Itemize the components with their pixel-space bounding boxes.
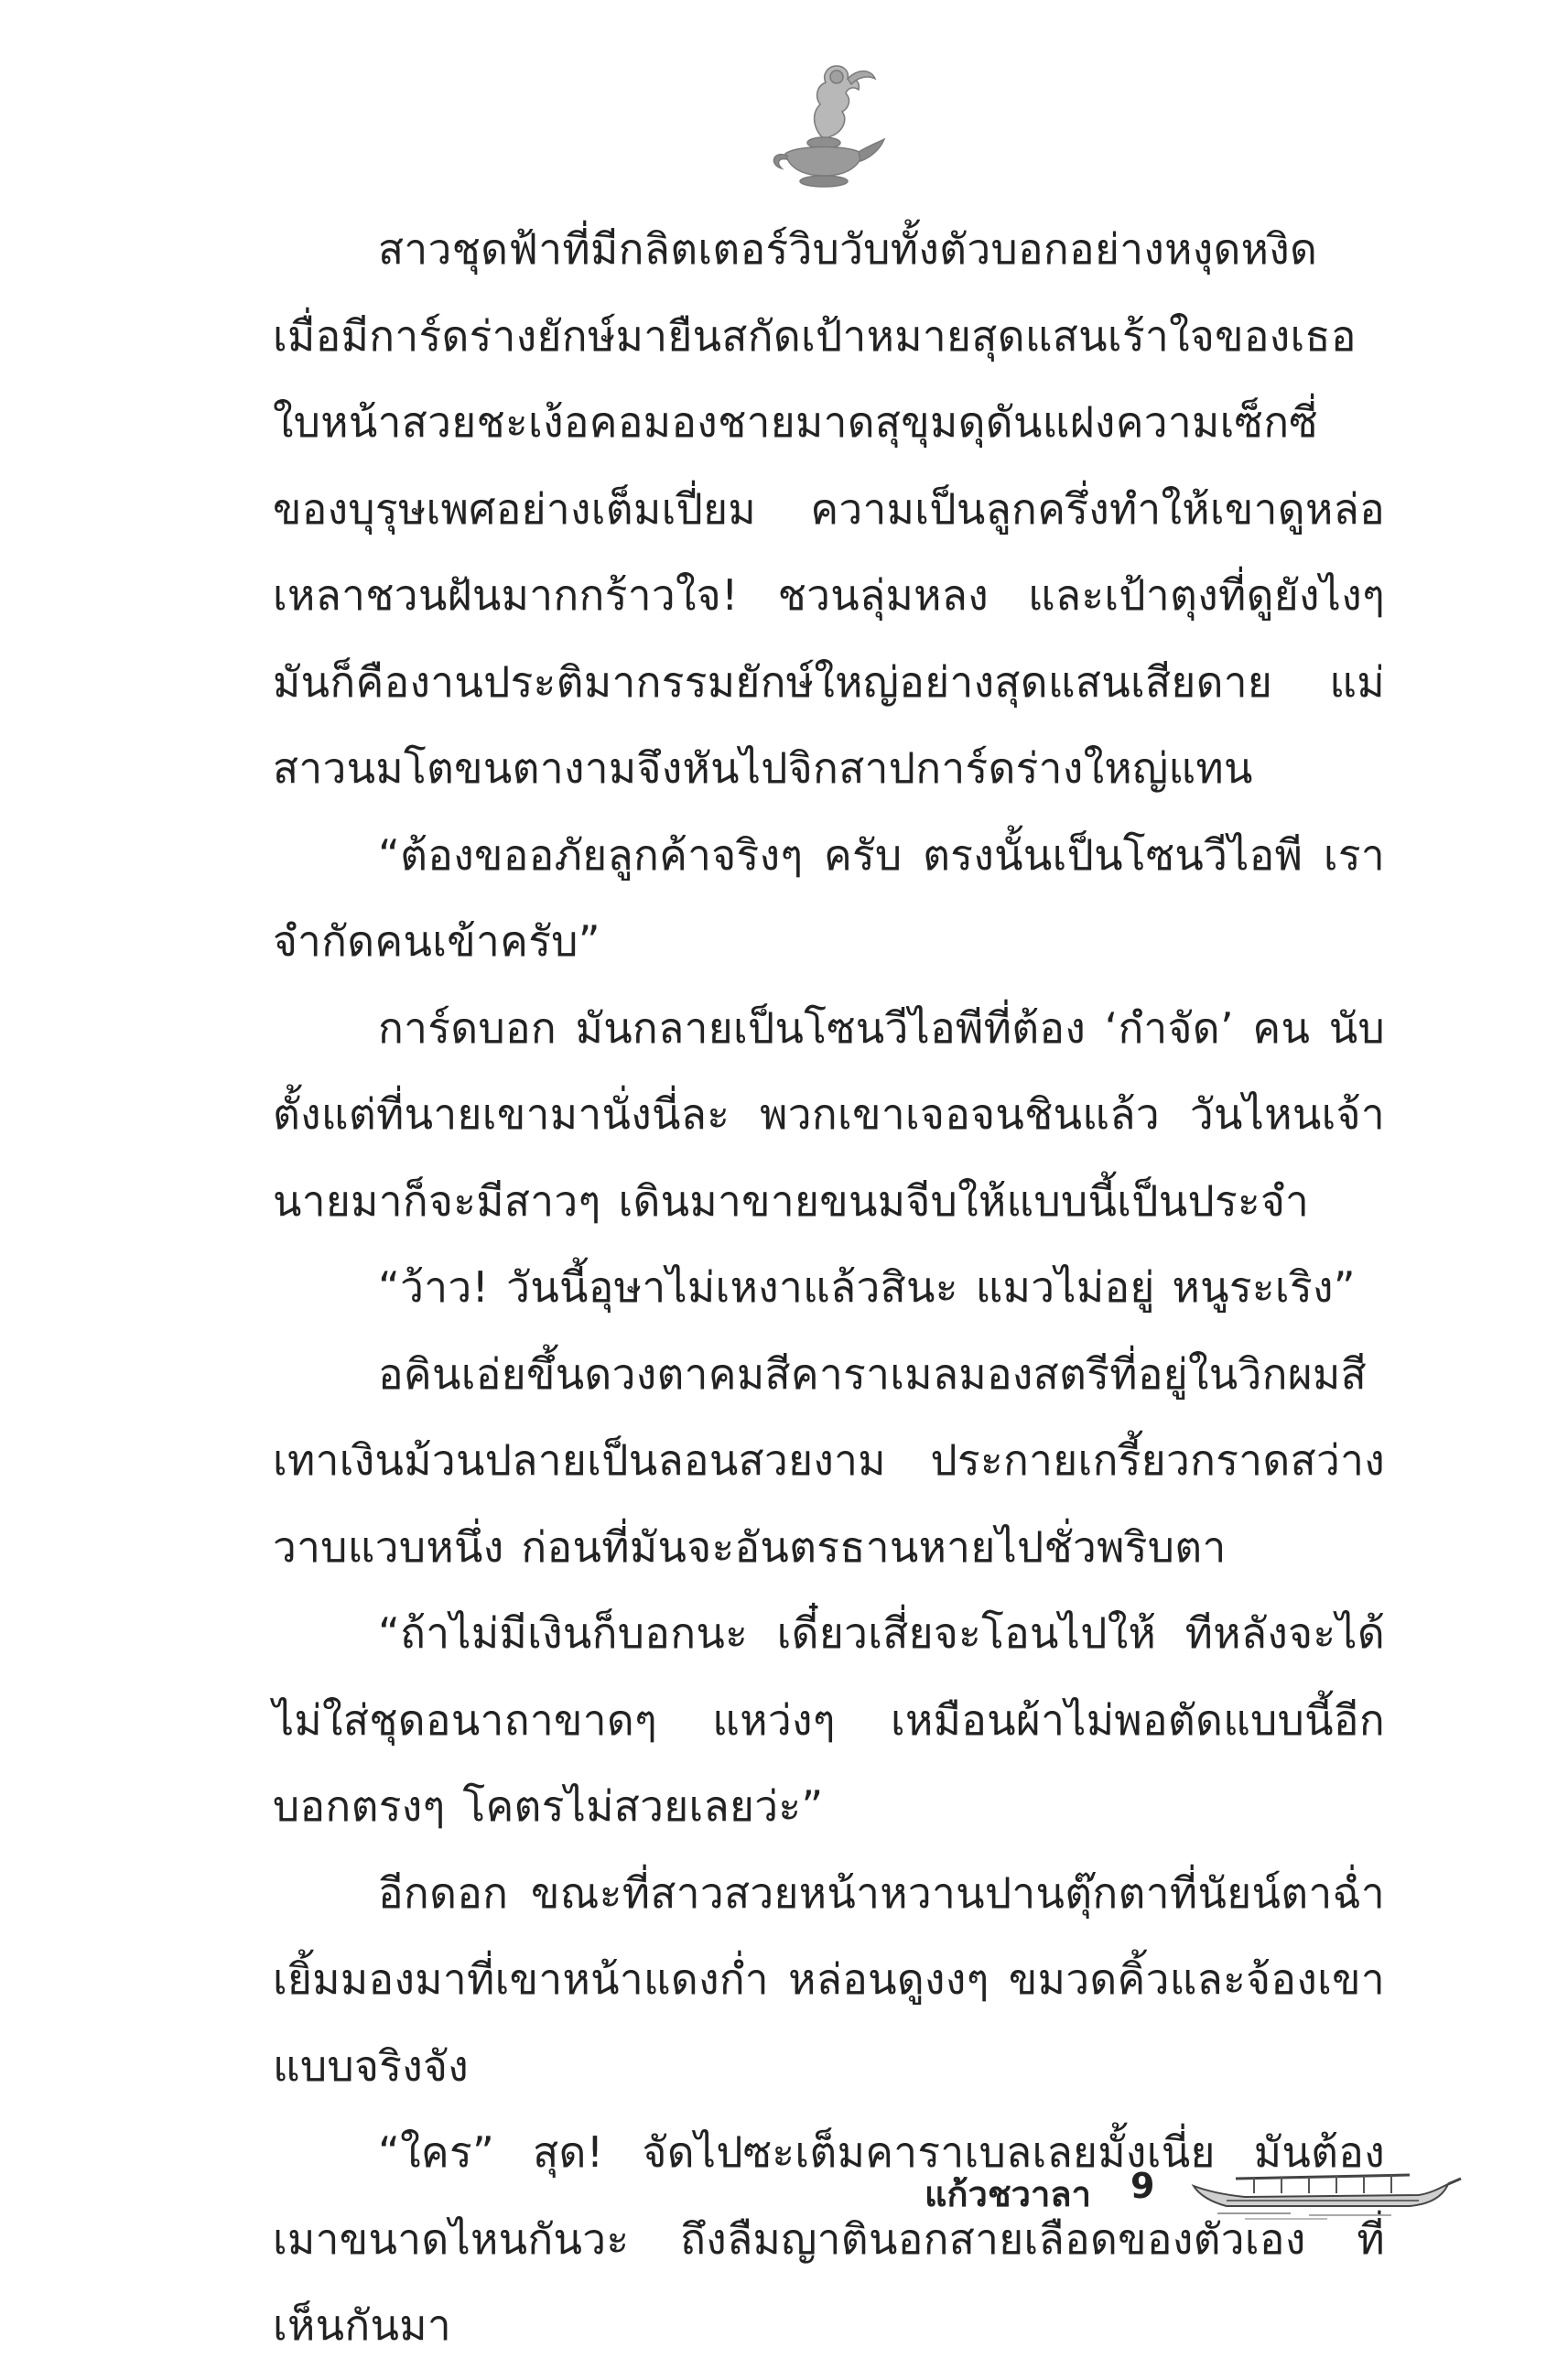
paragraph: “ว้าว! วันนี้อุษาไม่เหงาแล้วสินะ แมวไม่อยู่ หนูระเริง”: [378, 1262, 1356, 1312]
paragraph: “ถ้าไม่มีเงินก็บอกนะ เดี๋ยวเสี่ยจะโอนไปให้ ทีหลังจะได้ไม่ใส่ชุดอนาถาขาดๆ แหว่งๆ เหมือนผ้าไม่พอตัดแบบนี้อีกบอกตรงๆ โคตรไม่สวยเลยว่ะ”: [273, 1608, 1385, 1831]
paragraph: “ต้องขออภัยลูกค้าจริงๆ ครับ ตรงนั้นเป็นโซนวีไอพี เราจำกัดคนเข้าครับ”: [273, 829, 1385, 966]
paragraph: สาวชุดฟ้าที่มีกลิตเตอร์วิบวับทั้งตัวบอกอย่างหงุดหงิด เมื่อมีการ์ดร่างยักษ์มายืนสกัดเป้าหมายสุดแสนเร้าใจของเธอ ใบหน้าสวยชะเง้อคอมองชายมาดสุขุมดุดันแฝงความเซ็กซี่ของบุรุษเพศอย่างเต็มเปี่ยม ความเป็นลูกครึ่งทำให้เขาดูหล่อเหลาชวนฝันมากกร้าวใจ! ชวนลุ่มหลง และเป้าตุงที่ดูยังไงๆ มันก็คืองานประติมากรรมยักษ์ใหญ่อย่างสุดแสนเสียดาย แม่สาวนมโตขนตางามจึงหันไปจิกสาปการ์ดร่างใหญ่แทน: [273, 224, 1385, 793]
paragraph: อคินเอ่ยขึ้นดวงตาคมสีคาราเมลมองสตรีที่อยู่ในวิกผมสีเทาเงินม้วนปลายเป็นลอนสวยงาม ประกายเกรี้ยวกราดสว่างวาบแวบหนึ่ง ก่อนที่มันจะอันตรธานหายไปชั่วพริบตา: [273, 1348, 1385, 1572]
page-footer: [915, 2151, 1483, 2224]
paragraph: การ์ดบอก มันกลายเป็นโซนวีไอพีที่ต้อง ‘กำจัด’ คน นับตั้งแต่ที่นายเขามานั่งนี่ละ พวกเขาเจอจนชินแล้ว วันไหนเจ้านายมาก็จะมีสาวๆ เดินมาขายขนมจีบให้แบบนี้เป็นประจำ: [273, 1002, 1385, 1226]
long-tail-boat-icon: [1190, 2160, 1465, 2224]
page-number: 9: [1130, 2166, 1155, 2206]
genie-lamp-icon: [760, 55, 888, 192]
book-title: แก้วชวาลา: [925, 2174, 1091, 2214]
body-text: [273, 206, 1385, 2369]
paragraph: อีกดอก ขณะที่สาวสวยหน้าหวานปานตุ๊กตาที่นัยน์ตาฉ่ำเยิ้มมองมาที่เขาหน้าแดงก่ำ หล่อนดูงงๆ ขมวดคิ้วและจ้องเขาแบบจริงจัง: [273, 1867, 1385, 2091]
paragraph: “ใคร” สุด! จัดไปซะเต็มคาราเบลเลยมั้งเนี่ย มันต้องเมาขนาดไหนกันวะ ถึงลืมญาตินอกสายเลือดของตัวเอง ที่เห็นกันมา: [273, 2127, 1385, 2350]
